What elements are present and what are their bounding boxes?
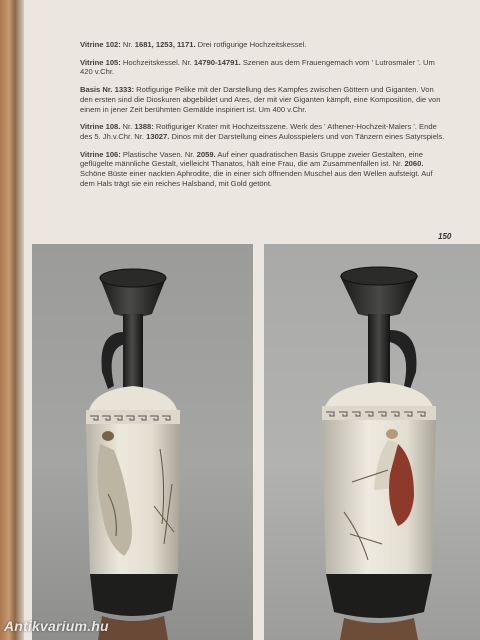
paragraph-vitrine-108 (80, 122, 448, 141)
lekythos-vase-left (32, 244, 253, 640)
text-run: Dinos mit der Darstellung eines Aulosspielers und von Tänzern eines Satyrspiels. (169, 131, 445, 141)
catalog-text (80, 40, 448, 196)
text-run: Nr. (120, 40, 135, 49)
text-run: Auf einer quadratischen Basis Gruppe zweier Gestalten, eine geflügelte männliche Gestalt, vielleicht Thanatos, hält eine Frau, die am Zusammenfallen ist. Nr. (80, 149, 423, 169)
text-run: Plastische Vasen. Nr. (120, 149, 197, 159)
lekythos-vase-right (264, 244, 480, 640)
inventory-number: 2059. (196, 149, 216, 159)
inventory-number: 2060. (404, 159, 424, 169)
text-run: Szenen aus dem Frauengemach vom ' Lutrosmaler '. Um 420 v.Chr. (80, 57, 435, 77)
text-run: Rotfigurige Pelike mit der Darstellung des Kampfes zwischen Göttern und Giganten. Von den ersten sind die Dioskuren abgebildet und Ares, der mit vier Giganten kämpft, eine Komposition, die von einem in jener Zeit berühmten Gemälde inspiriert ist. Um 400 v.Chr. (80, 85, 441, 114)
paragraph-label: Vitrine 102: (80, 40, 121, 49)
text-run: Nr. (120, 122, 135, 132)
paragraph-label: Vitrine 108. (80, 122, 121, 132)
text-run: Rotfiguriger Krater mit Hochzeitsszene. Werk des ' Athener-Hochzeit-Malers '. Ende des 5. Jh.v.Chr. Nr. (80, 122, 437, 141)
paragraph-label: Vitrine 105: (80, 57, 121, 67)
paragraph-basis-1333 (80, 85, 448, 114)
paragraph-label: Vitrine 106: (80, 149, 121, 159)
photo-lekythos-left (32, 244, 253, 640)
paragraph-label: Basis Nr. 1333: (80, 85, 135, 95)
watermark: Antikvarium.hu (4, 618, 109, 634)
paragraph-vitrine-106 (80, 150, 448, 189)
photo-lekythos-right (264, 244, 480, 640)
inventory-number: 14790-14791. (193, 57, 241, 67)
inventory-number: 13027. (146, 131, 170, 141)
text-run: Drei rotfigurige Hochzeitskessel. (195, 40, 307, 49)
text-run: Schöne Büste einer nackten Aphrodite, die in einer sich öffnenden Muschel aus den Wellen aufsteigt. Auf dem Hals trägt sie ein reiches Halsband, mit Gold getönt. (80, 169, 433, 188)
page-number: 150 (438, 232, 452, 241)
text-run: Hochzeitskessel. Nr. (120, 57, 194, 67)
paragraph-vitrine-102 (80, 40, 448, 50)
inventory-number: 1681, 1253, 1171. (134, 40, 196, 49)
inventory-number: 1388: (134, 122, 154, 132)
paragraph-vitrine-105 (80, 58, 448, 77)
